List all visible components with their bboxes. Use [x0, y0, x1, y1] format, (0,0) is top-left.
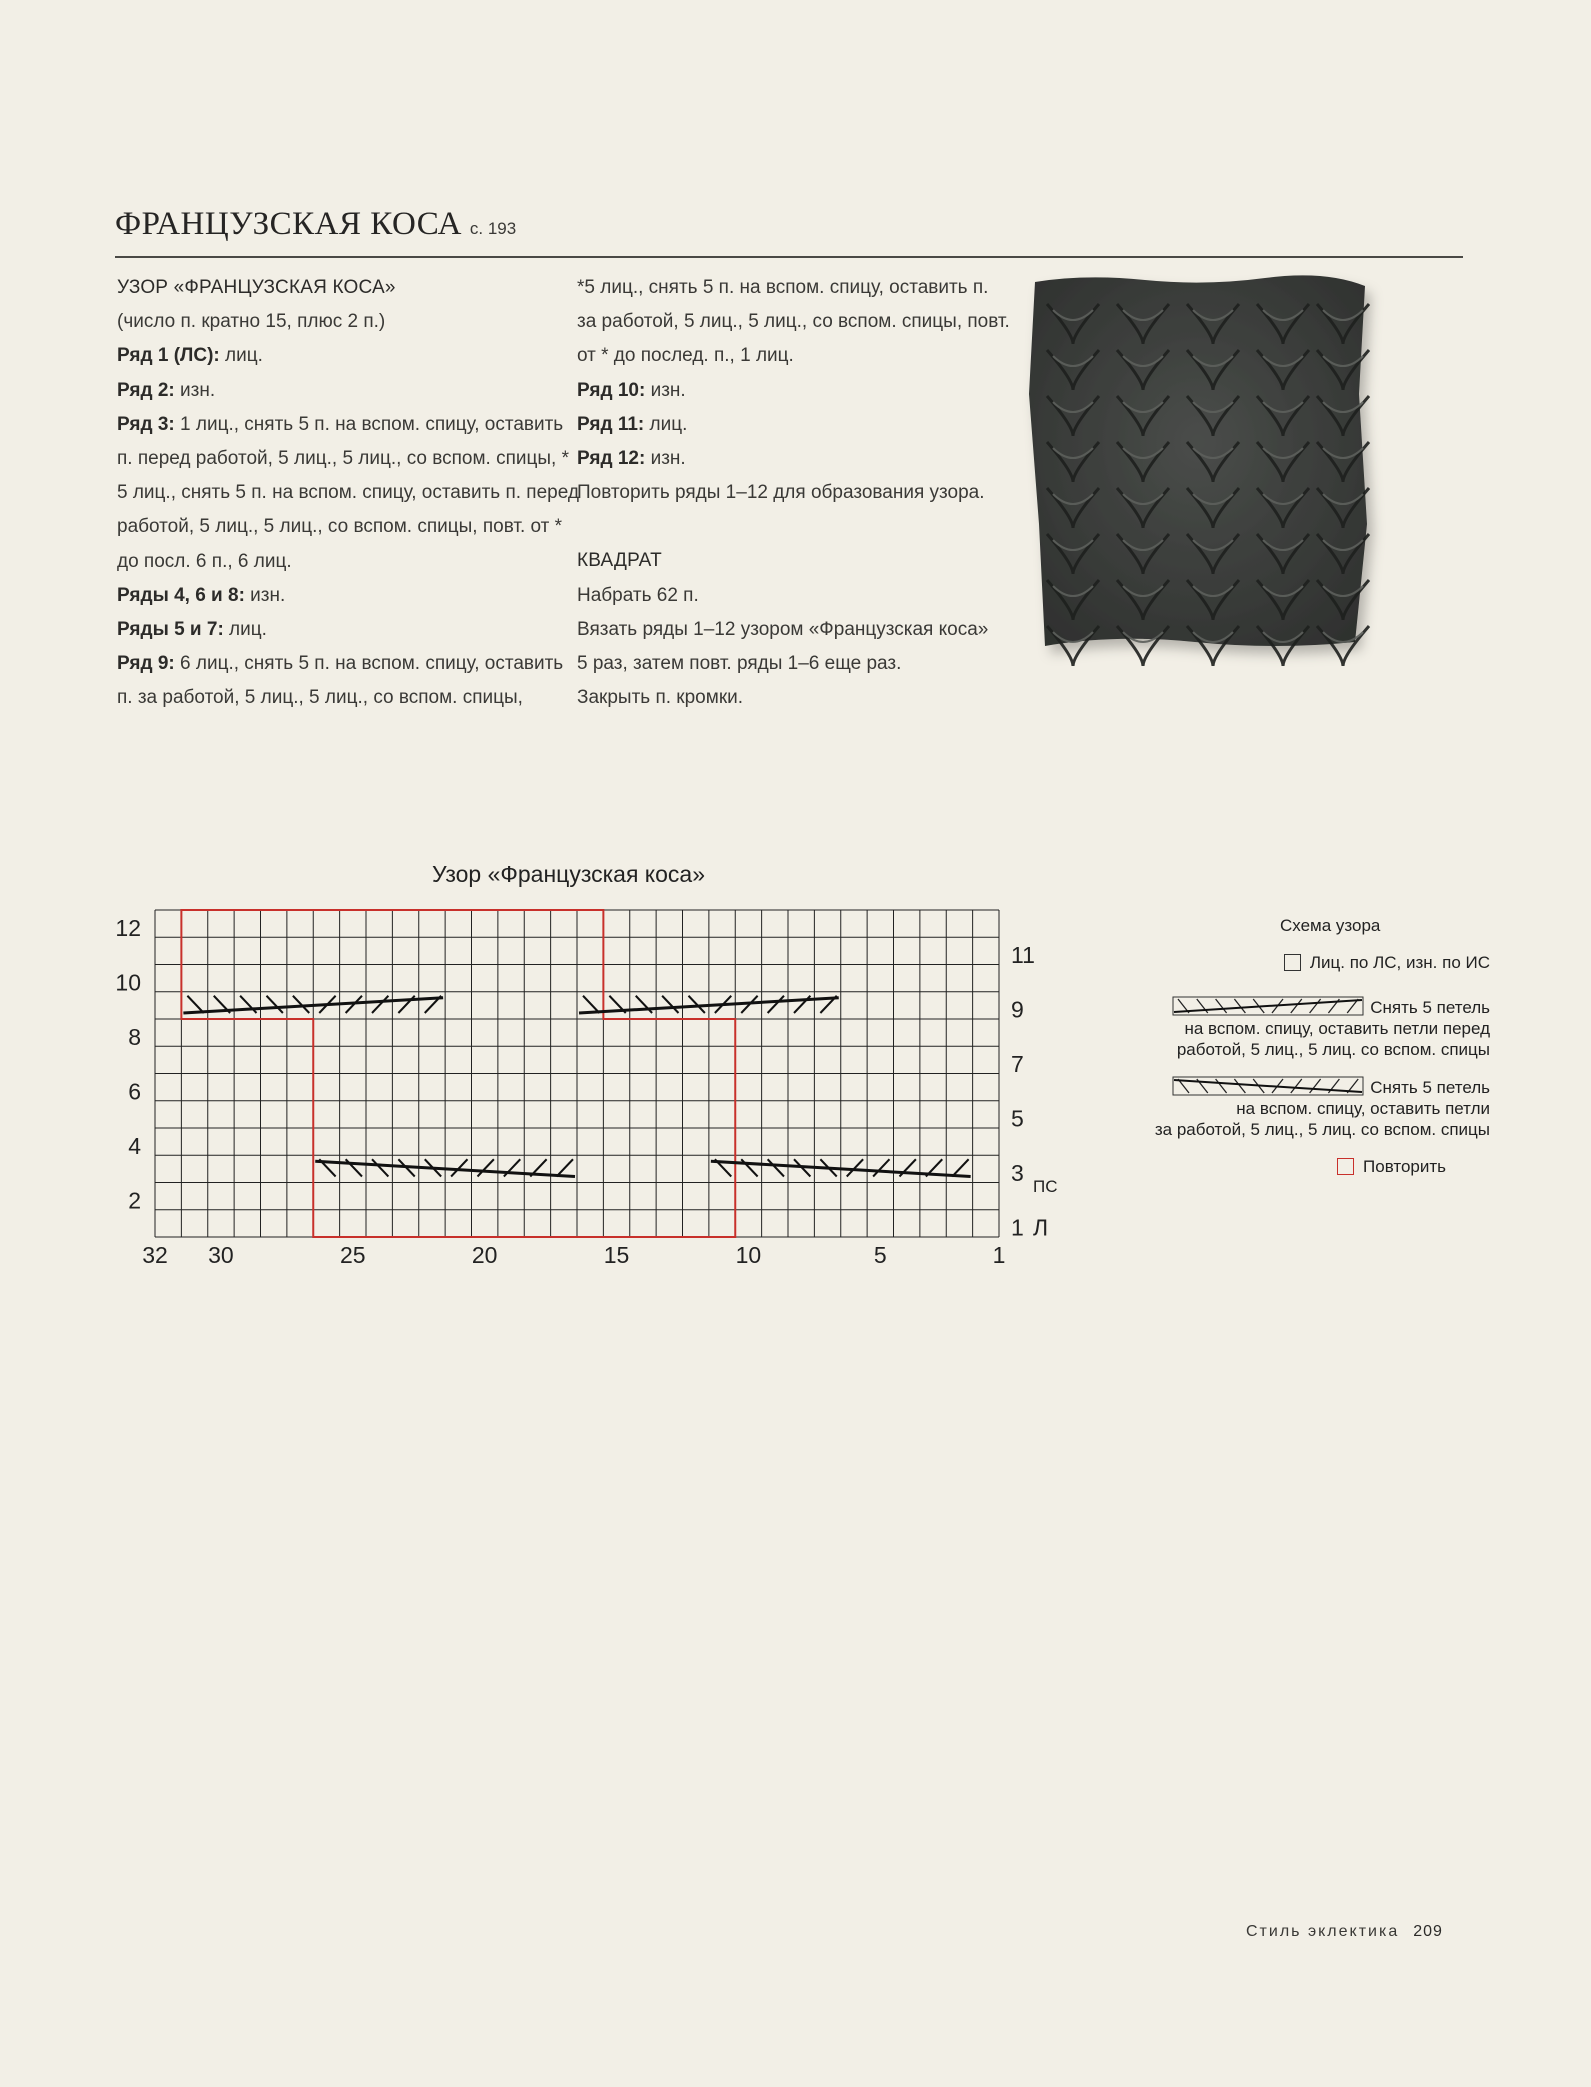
front-cross-cable-icon — [1172, 996, 1364, 1016]
slash-mark — [1291, 999, 1302, 1013]
slash-mark — [557, 1159, 573, 1176]
slash-mark — [267, 996, 283, 1013]
page-number: 209 — [1413, 1923, 1443, 1940]
slash-mark — [478, 1159, 494, 1176]
row-label-left: 12 — [115, 914, 141, 941]
row-text: лиц. — [219, 345, 263, 367]
column-tick-label: 20 — [471, 1242, 498, 1268]
right-side-note: ПС — [1033, 1177, 1058, 1197]
slash-mark — [873, 1159, 889, 1176]
row-label-right: 3 — [1011, 1160, 1024, 1187]
row-text: 1 лиц., снять 5 п. на вспом. спицу, оставить — [174, 413, 564, 435]
row-9 — [117, 647, 567, 681]
row-label: Ряд 2: — [117, 379, 175, 401]
legend-knit — [1284, 952, 1490, 973]
column-tick-label: 30 — [208, 1242, 234, 1268]
row-label: Ряд 11: — [577, 413, 645, 435]
row-3-cont: до посл. 6 п., 6 лиц. — [117, 550, 292, 572]
chart-title: Узор «Французская коса» — [432, 861, 706, 887]
row-text: изн. — [174, 379, 216, 401]
row-label: Ряд 3: — [117, 413, 175, 435]
legend-knit-label: Лиц. по ЛС, изн. по ИС — [1309, 953, 1490, 972]
row-3-cont: 5 лиц., снять 5 п. на вспом. спицу, оставить п. перед — [117, 482, 579, 504]
legend-repeat — [1337, 1156, 1446, 1177]
row-11 — [577, 408, 1017, 442]
row-label-right: 11 — [1011, 942, 1035, 969]
slash-mark — [1235, 1079, 1246, 1093]
heading-title: ФРАНЦУЗСКАЯ КОСА — [115, 206, 462, 242]
row-text: изн. — [244, 584, 286, 606]
slash-mark — [583, 996, 599, 1013]
row-9-cont: за работой, 5 лиц., 5 лиц., со вспом. спицы, повт. — [577, 311, 1010, 333]
column-tick-label: 15 — [603, 1242, 630, 1268]
row-label-right: 5 — [1011, 1105, 1024, 1132]
row-9-cont: *5 лиц., снять 5 п. на вспом. спицу, оставить п. — [577, 277, 989, 298]
row-label-left: 2 — [128, 1187, 141, 1214]
slash-mark — [1291, 1079, 1302, 1093]
square-step: 5 раз, затем повт. ряды 1–6 еще раз. — [577, 653, 902, 675]
pattern-caption: УЗОР «ФРАНЦУЗСКАЯ КОСА» — [117, 277, 396, 298]
spacer — [577, 510, 1017, 544]
slash-mark — [768, 1159, 784, 1176]
row-label-left: 8 — [128, 1023, 141, 1050]
legend-back-l3: за работой, 5 лиц., 5 лиц. со вспом. спицы — [1154, 1120, 1490, 1139]
legend-front-cross — [1172, 996, 1490, 1060]
column-tick-label: 25 — [340, 1242, 366, 1268]
rows-5-7 — [117, 613, 567, 647]
legend-back-l1: Снять 5 петель — [1370, 1078, 1490, 1097]
legend-repeat-label: Повторить — [1363, 1157, 1446, 1176]
square-caption: КВАДРАТ — [577, 550, 662, 572]
repeat-note: Повторить ряды 1–12 для образования узора. — [577, 482, 985, 504]
slash-mark — [1310, 999, 1321, 1013]
legend-front-l1: Снять 5 петель — [1370, 998, 1490, 1017]
page-footer — [1246, 1923, 1443, 1941]
instructions-column-1 — [117, 271, 579, 716]
row-label: Ряд 9: — [117, 653, 175, 675]
knit-square-icon — [1284, 954, 1301, 971]
wrong-side-note: Л — [1033, 1214, 1049, 1241]
slash-mark — [1216, 1079, 1227, 1093]
knitting-chart — [100, 895, 1058, 1285]
slash-mark — [952, 1159, 968, 1176]
legend-front-l2: на вспом. спицу, оставить петли перед — [1184, 1019, 1490, 1038]
row-9-cont: п. за работой, 5 лиц., 5 лиц., со вспом. спицы, — [117, 687, 523, 709]
row-3 — [117, 408, 567, 442]
page-heading — [115, 206, 516, 243]
rows-4-6-8 — [117, 579, 567, 613]
legend-front-l3: работой, 5 лиц., 5 лиц. со вспом. спицы — [1176, 1040, 1490, 1059]
square-step: Набрать 62 п. — [577, 584, 699, 606]
legend-back-cross — [1155, 1076, 1490, 1140]
slash-mark — [662, 996, 678, 1013]
row-12 — [577, 442, 1017, 476]
legend-title: Схема узора — [1280, 916, 1381, 935]
stitch-multiple: (число п. кратно 15, плюс 2 п.) — [117, 311, 386, 333]
chart-grid — [155, 910, 999, 1237]
slash-mark — [1235, 999, 1246, 1013]
row-text: 6 лиц., снять 5 п. на вспом. спицу, оставить — [174, 653, 564, 675]
slash-mark — [187, 996, 203, 1013]
chart-labels — [115, 915, 1057, 1268]
slash-mark — [1216, 999, 1227, 1013]
row-label-left: 10 — [115, 969, 141, 996]
slash-mark — [372, 1159, 388, 1176]
square-step: Закрыть п. кромки. — [577, 687, 744, 709]
row-2 — [117, 374, 567, 408]
row-10 — [577, 374, 1017, 408]
row-label-right: 9 — [1011, 996, 1024, 1023]
column-tick-label: 32 — [142, 1242, 168, 1268]
row-label-right: 7 — [1011, 1051, 1024, 1078]
row-label: Ряд 12: — [577, 448, 646, 470]
row-1 — [117, 339, 567, 373]
footer-section: Стиль эклектика — [1246, 1923, 1400, 1940]
slash-mark — [1310, 1079, 1321, 1093]
heading-page-ref: с. 193 — [469, 219, 517, 238]
back-cross-cable-icon — [1172, 1076, 1364, 1096]
row-text: лиц. — [223, 619, 267, 641]
instructions-column-2 — [577, 271, 1017, 715]
row-3-cont: п. перед работой, 5 лиц., 5 лиц., со вспом. спицы, * — [117, 448, 570, 470]
repeat-square-icon — [1337, 1158, 1354, 1175]
column-tick-label: 1 — [992, 1242, 1006, 1268]
row-text: изн. — [645, 379, 686, 401]
column-tick-label: 10 — [735, 1242, 762, 1268]
row-9-cont: от * до послед. п., 1 лиц. — [577, 345, 794, 367]
row-label: Ряд 1 (ЛС): — [117, 345, 220, 367]
row-3-cont: работой, 5 лиц., 5 лиц., со вспом. спицы, повт. от * — [117, 516, 563, 538]
row-label: Ряды 4, 6 и 8: — [117, 584, 245, 606]
row-text: изн. — [645, 448, 686, 470]
slash-mark — [372, 996, 388, 1013]
legend-back-l2: на вспом. спицу, оставить петли — [1236, 1099, 1490, 1118]
row-label: Ряды 5 и 7: — [117, 619, 224, 641]
square-step: Вязать ряды 1–12 узором «Французская коса» — [577, 618, 989, 640]
row-label-left: 4 — [128, 1132, 141, 1159]
row-label-left: 6 — [128, 1078, 141, 1105]
row-label: Ряд 10: — [577, 379, 646, 401]
knitted-swatch-photo — [1025, 274, 1373, 654]
row-text: лиц. — [644, 413, 688, 435]
heading-rule — [115, 256, 1463, 258]
row-label-right: 1 — [1011, 1214, 1024, 1241]
column-tick-label: 5 — [873, 1242, 887, 1268]
slash-mark — [768, 996, 784, 1013]
